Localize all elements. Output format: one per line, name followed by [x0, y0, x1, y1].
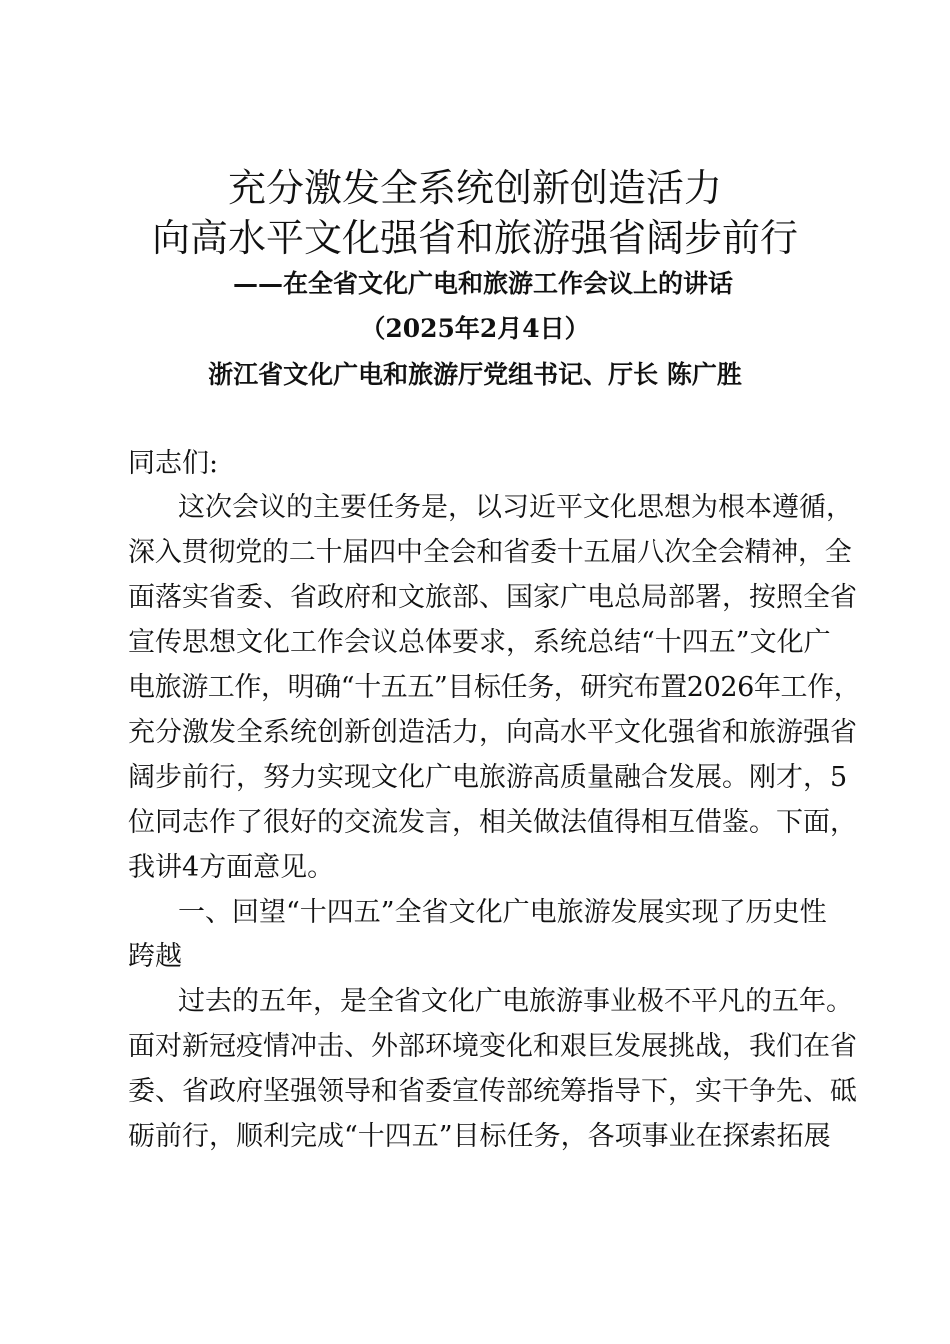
section-heading: 一、回望“十四五”全省文化广电旅游发展实现了历史性 [178, 897, 827, 928]
title-line-2: 向高水平文化强省和旅游强省阔步前行 [151, 216, 798, 260]
greeting: 同志们: [128, 448, 219, 479]
speech-date: （2025年2月4日） [360, 314, 590, 343]
section-heading-cont: 跨越 [128, 941, 182, 972]
body-line: 这次会议的主要任务是，以习近平文化思想为根本遵循， [178, 492, 853, 523]
body-line: 深入贯彻党的二十届四中全会和省委十五届八次全会精神，全 [128, 537, 852, 568]
body-line: 宣传思想文化工作会议总体要求，系统总结“十四五”文化广 [128, 627, 831, 658]
body-line: 面落实省委、省政府和文旅部、国家广电总局部署，按照全省 [128, 582, 857, 613]
body-line: 砺前行，顺利完成“十四五”目标任务，各项事业在探索拓展 [128, 1121, 831, 1152]
author-line: 浙江省文化广电和旅游厅党组书记、厅长 陈广胜 [208, 360, 742, 389]
subtitle: ——在全省文化广电和旅游工作会议上的讲话 [232, 269, 733, 298]
body-line: 委、省政府坚强领导和省委宣传部统筹指导下，实干争先、砥 [128, 1076, 857, 1107]
body-line: 电旅游工作，明确“十五五”目标任务，研究布置2026年工作， [128, 672, 861, 703]
body-line: 位同志作了很好的交流发言，相关做法值得相互借鉴。下面， [128, 807, 857, 838]
title-line-1: 充分激发全系统创新创造活力 [227, 166, 722, 210]
body-line: 面对新冠疫情冲击、外部环境变化和艰巨发展挑战，我们在省 [128, 1031, 857, 1062]
body-line: 充分激发全系统创新创造活力，向高水平文化强省和旅游强省 [128, 717, 857, 748]
body-line: 阔步前行，努力实现文化广电旅游高质量融合发展。刚才，5 [128, 762, 848, 793]
body-line: 我讲4方面意见。 [128, 852, 335, 883]
body-line: 过去的五年，是全省文化广电旅游事业极不平凡的五年。 [178, 986, 853, 1017]
